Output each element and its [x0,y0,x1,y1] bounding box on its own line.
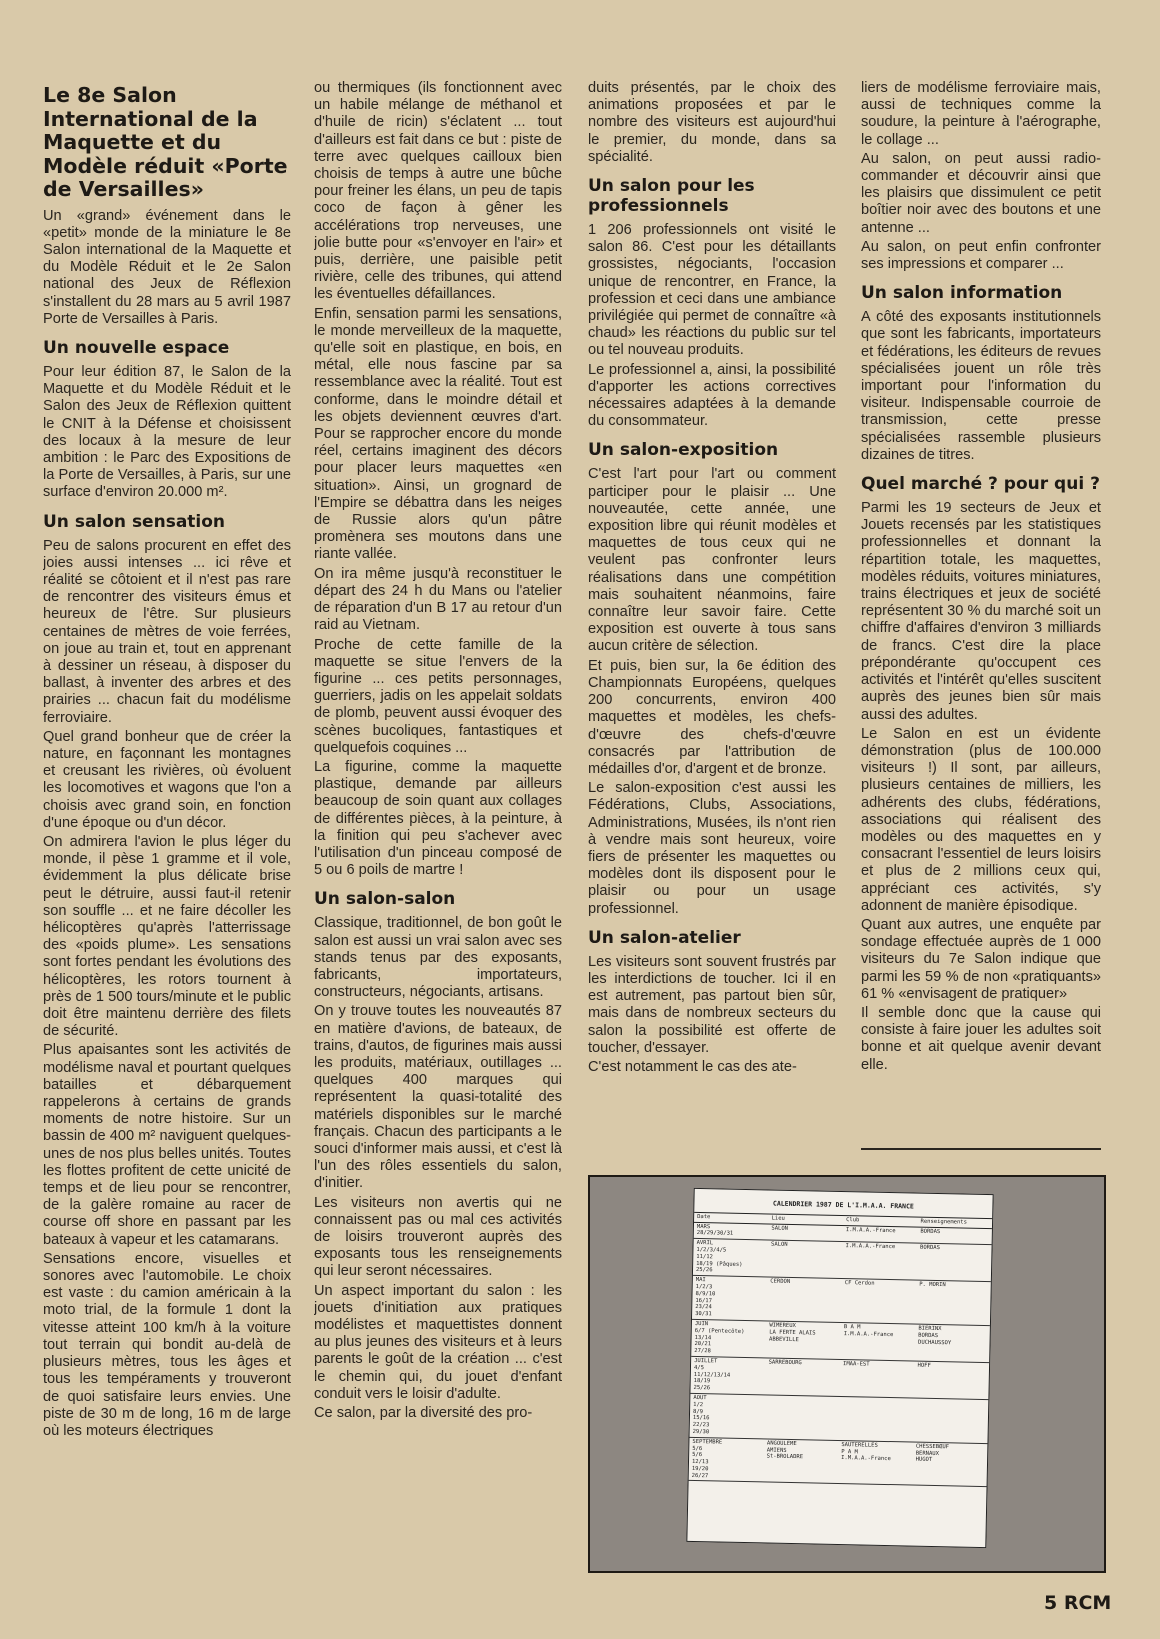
paragraph: duits présentés, par le choix des animations proposées et par le nombre des visiteurs est aujourd'hui le premier, du monde, dans sa spécialité. [588,80,836,165]
calendar-header-cell: Date [697,1213,711,1221]
section-heading: Un salon sensation [43,511,226,532]
paragraph: Pour leur édition 87, le Salon de la Maquette et du Modèle Réduit et le Salon des Jeux de Réflexion quittent le CNIT à la Défense et choisissent des locaux à la mesure de leur ambition : le Parc des Expositions de la Porte de Versailles, à Paris, sur une surface d'environ 20.000 m². [43,363,291,501]
section-heading: Un salon-exposition [588,440,779,461]
paragraph: A côté des exposants institutionnels que sont les fabricants, importateurs et fédérations, les éditeurs de revues spécialisées jouent un rôle très important pour l'information du visiteur. Indispensable courroie de transmission, cette presse spécialisées rassemble plusieurs dizaines de titres. [861,309,1101,463]
calendar-cell: SARREBOURG [768,1359,802,1367]
calendar-cell [913,1398,988,1442]
calendar-cell: B A M I.M.A.A.-France [843,1324,894,1338]
paragraph: Peu de salons procurent en effet des joies aussi intenses ... ici rêve et réalité se côtoient et il n'est pas rare de rencontrer des visiteurs émus et heureux de l'être. Sur plusieurs centaines de mètres de voie ferrées, on joue au train et, tout en apprenant à dessiner un réseau, à disposer du ballast, à inventer des arbres et des prairies ... chacun fait du modélisme ferroviaire. [43,537,291,726]
calendar-cell: SALON [771,1225,789,1232]
paragraph: Enfin, sensation parmi les sensations, le monde merveilleux de la maquette, qu'elle soit en plastique, en bois, en métal, elle nous fascine par sa ressemblance avec la réalité. Tout est conforme, dans le moindre détail et les objets deviennent œuvres d'art. Pour se rapprocher encore du monde réel, certains imaginent des décors pour placer leurs maquettes «en situation». Ainsi, un grognard de l'Empire se débattra dans les neiges de Russie alors qu'un pâtre promènera ses moutons dans une riante vallée. [314,305,562,563]
column-1 [43,80,291,1580]
paragraph: Les visiteurs sont souvent frustrés par les interdictions de toucher. Ici il en est autrement, pas partout bien sûr, mais dans de nombreux secteurs du salon la possibilité est offerte de toucher, d'essayer. [588,953,836,1056]
calendar-cell: MAI 1/2/3 8/9/10 16/17 23/24 30/31 [695,1277,716,1318]
paragraph: Quant aux autres, une enquête par sondage effectuée auprès de 1 000 visiteurs du 7e Salon indique que parmi les 59 % de non «pratiquants» 61 % «envisagent de pratiquer» [861,916,1101,1002]
section-heading: Un salon pour les professionnels [588,176,755,217]
calendar-cell: SAUTERELLES P A M I.M.A.A.-France [841,1441,891,1463]
section-heading: Un nouvelle espace [43,337,230,358]
paragraph: On y trouve toutes les nouveautés 87 en matière d'avions, de bateaux, de trains, d'autos, de figurines mais aussi les produits, matériaux, outillages ... quelques 400 marques qui représentent la quasi-totalité des matériels disponibles sur le marché français. Chacun des participants a le souci d'informer mais aussi, et c'est là l'un des rôles essentiels du salon, d'initier. [314,1003,562,1192]
calendar-cell: HOFF [917,1362,931,1369]
paragraph: Sensations encore, visuelles et sonores avec l'automobile. Le choix est vaste : du camion américain à la moto trial, de la formule 1 dont la vitesse atteint 100 km/h à la voiture tout terrain qui bondit au-delà de plusieurs mètres, tous les âges et tous les tempéraments y trouveront de quoi satisfaire leurs envies. Une piste de 30 m de long, 16 m de large où les moteurs électriques [43,1250,291,1439]
paragraph: Ce salon, par la diversité des pro- [314,1405,533,1422]
section-heading: Un salon-atelier [588,927,741,948]
calendar-cell: CF Cerdon [844,1280,875,1287]
column-4 [861,80,1101,1150]
paragraph: ou thermiques (ils fonctionnent avec un habile mélange de méthanol et d'huile de ricin) s'éclatent ... tout d'ailleurs est fait dans ce but : piste de terre avec quelques cailloux bien choisis de temps à autre une bûche pour freiner les élans, un peu de tapis coco de façon à gêner les accélérations trop nerveuses, une jolie butte pour «s'envoyer en l'air» et puis, derrière, une paisible petit rivière, celle des tribunes, qui attend les éventuelles défaillances. [314,80,562,303]
paragraph: Quel grand bonheur que de créer la nature, en façonnant les montagnes et creusant les rivières, où évoluent les locomotives et wagons que l'on a choisis avec grand soin, en fonction d'une époque ou d'un décor. [43,728,291,831]
calendar-row [690,1357,989,1400]
paragraph: Les visiteurs non avertis qui ne connaissent pas ou mal ces activités de loisirs trouveront auprès des exposants tous les renseignements qui leur seront nécessaires. [314,1194,562,1280]
paragraph: liers de modélisme ferroviaire mais, aussi de techniques comme la soudure, la peinture à l'aérographe, le collage ... [861,80,1101,148]
column-divider-rule [861,1148,1101,1150]
calendar-header-cell: Renseignements [920,1218,967,1226]
calendar-row [691,1320,990,1363]
calendar-cell: P. MORIN [919,1281,946,1289]
calendar-cell: JUILLET 4/5 11/12/13/14 18/19 25/26 [693,1357,731,1392]
calendar-cell [764,1395,839,1439]
calendar-cell: SEPTEMBRE 5/6 5/6 12/13 19/20 26/27 [691,1438,723,1479]
calendar-cell: WIMEREUX LA FERTE ALAIS ABBEVILLE [769,1322,816,1343]
paragraph: C'est l'art pour l'art ou comment participer pour le plaisir ... Une nouveautée, cette année, une exposition libre qui réunit modèles et maquettes de tous ceux qui ne veulent pas confronter leurs réalisations dans une compétition mais souhaitent néanmoins, faire connaître leur savoir faire. Cette exposition est ouverte à tous sans aucun critère de sélection. [588,466,836,655]
section-heading: Un salon-salon [314,889,456,910]
paragraph: Proche de cette famille de la maquette se situe l'envers de la figurine ... ces petits personnages, guerriers, jadis on les appelait soldats de plomb, peuvent aussi évoquer des scènes bucoliques, fantastiques et quelquefois coquines ... [314,636,562,756]
paragraph: La figurine, comme la maquette plastique, demande par ailleurs beaucoup de soin quant aux collages de différentes pièces, à la peinture, à la finition qui peu s'achever avec l'utilisation d'un pinceau composé de 5 ou 6 poils de martre ! [314,758,562,879]
section-heading: Quel marché ? pour qui ? [861,474,1100,495]
calendar-header-cell: Lieu [771,1215,785,1222]
section-heading: Un salon information [861,283,1063,304]
calendar-cell: I.M.A.A.-France [845,1226,896,1234]
paragraph: Au salon, on peut enfin confronter ses impressions et comparer ... [861,238,1101,273]
paragraph: Il semble donc que la cause qui consiste à faire jouer les adultes soit bonne et ait quelque avenir devant elle. [861,1004,1101,1073]
calendar-row [689,1438,988,1488]
paragraph: Au salon, on peut aussi radio-commander et découvrir ainsi que les plaisirs que dissimulent ce petit boîtier noir avec des boutons et une antenne ... [861,150,1101,236]
calendar-cell: CHESSEBŒUF BERNAUX HUGOT [915,1443,950,1464]
calendar-cell: ANGOULEME AMIENS St-BROLADRE [766,1440,804,1461]
paragraph: 1 206 professionnels ont visité le salon 86. C'est pour les détaillants grossistes, négociants, l'occasion unique de rencontrer, en France, la profession et ceci dans une ambiance privilégiée qui permet de connaître «à chaud» les réactions du public sur tel ou tel nouveau produits. [588,222,836,359]
calendar-cell: JUIN 6/7 (Pentecôte) 13/14 20/21 27/28 [694,1320,745,1355]
calendar-cell: I.M.A.A.-France [845,1243,896,1251]
paragraph: Classique, traditionnel, de bon goût le salon est aussi un vrai salon avec ses stands tenus par des exposants, fabricants, importateurs, constructeurs, négociants, artisans. [314,915,562,1001]
paragraph: Et puis, bien sur, la 6e édition des Championnats Européens, quelques 200 concurrents, environ 400 maquettes et modèles, les chefs-d'œuvre des chefs-d'œuvre consacrés par l'attribution de médailles d'or, d'argent et de bronze. [588,657,836,777]
calendar-cell: MARS 28/29/30/31 [696,1223,734,1238]
paragraph: On admirera l'avion le plus léger du monde, il pèse 1 gramme et il vole, évidemment la plus délicate brise peut le détruire, aussi faut-il retenir son souffle ... et ne faire décoller les hélicoptères qu'après l'atterrissage des «poids plume». Les sensations sont fortes pendant les évolutions des hélicoptères, les rotors tournent à près de 1 500 tours/minute et le public doit être maintenu derrière des filets de sécurité. [43,834,291,1040]
paragraph: Le salon-exposition c'est aussi les Fédérations, Clubs, Associations, Administrations, Musées, ils n'ont rien à vendre mais sont heureux, voire fiers de présenter les maquettes ou modèles dont ils disposent pour le plaisir ou pour un usage professionnel. [588,780,836,917]
paragraph: On ira même jusqu'à reconstituer le départ des 24 h du Mans ou l'atelier de réparation d'un B 17 au retour d'un raid au Vietnam. [314,565,562,634]
calendar-header-cell: Club [846,1216,860,1224]
calendar-row [692,1276,991,1326]
calendar-row [693,1239,992,1282]
calendar-cell: SALON [771,1241,788,1249]
calendar-cell: IMAA-EST [843,1361,870,1368]
calendar-row [690,1394,989,1444]
column-3 [588,80,836,1160]
calendar-cell: BORDAS [920,1228,941,1235]
article-title: Le 8e Salon International de la Maquette et du Modèle réduit «Porte de Versailles» [43,83,288,201]
calendar-sheet [686,1188,993,1548]
calendar-rows [689,1223,992,1488]
calendar-cell: AVRIL 1/2/3/4/5 11/12 18/19 (Pâques) 25/26 [695,1240,743,1274]
calendar-cell: BIERINX BORDAS DUCHAUSSOY [917,1325,952,1346]
column-2 [314,80,562,1580]
paragraph: Le Salon en est un évidente démonstration (plus de 100.000 visiteurs !) Il sont, par ailleurs, plusieurs centaines de milliers, les adhérents des clubs, fédérations, associations qui réalisent des modèles ou des maquettes en y consacrant l'essentiel de leurs loisirs et plus de 2 millions ceux qui, appréciant ces activités, s'y adonnent de manière épisodique. [861,725,1101,914]
calendar-figure [588,1175,1106,1573]
paragraph: C'est notamment le cas des ate- [588,1058,797,1075]
calendar-cell: AOUT 1/2 8/9 15/16 22/23 29/30 [692,1394,710,1436]
calendar-title: CALENDRIER 1987 DE L'I.M.A.A. FRANCE [772,1199,914,1211]
paragraph: Parmi les 19 secteurs de Jeux et Jouets recensés par les statistiques professionnelles et donnant la répartition totale, les maquettes, modèles réduits, voitures miniatures, trains électriques et jeux de société représentent 30 % du marché soit un chiffre d'affaires d'environ 3 milliards de francs. C'est dire la place prépondérante qu'occupent ces activités et l'intérêt qu'elles suscitent auprès des jeunes bien sûr mais aussi des adultes. [861,500,1101,723]
paragraph: Un aspect important du salon : les jouets d'initiation aux pratiques modélistes et maquettistes donnent au plus jeunes des visiteurs et à leurs parents le goût de la création ... c'est le chemin qui, du jouet d'enfant conduit vers le loisir d'adulte. [314,1282,562,1402]
page-number: 5 RCM [1044,1592,1112,1614]
calendar-cell: BORDAS [919,1244,940,1252]
paragraph: Plus apaisantes sont les activités de modélisme naval et pourtant quelques batailles et débarquement rappelerons à certains de grands moments de notre histoire. Sur un bassin de 400 m² naviguent quelques-unes de nos plus belles unités. Toutes les flottes profitent de cette unicité de temps et de lieu pour se rencontrer, de la galère romaine au racer de course off shore en passant par les bateaux à vapeur et les catamarans. [43,1042,291,1248]
calendar-cell [838,1397,913,1441]
calendar-cell: CERDON [770,1278,791,1286]
paragraph: Un «grand» événement dans le «petit» monde de la miniature le 8e Salon international de la Maquette et du Modèle Réduit et le 2e Salon national des Jeux de Réflexion s'installent du 28 mars au 5 avril 1987 Porte de Versailles à Paris. [43,207,291,327]
paragraph: Le professionnel a, ainsi, la possibilité d'apporter les actions correctives nécessaires adaptées à la demande du consommateur. [588,361,836,430]
